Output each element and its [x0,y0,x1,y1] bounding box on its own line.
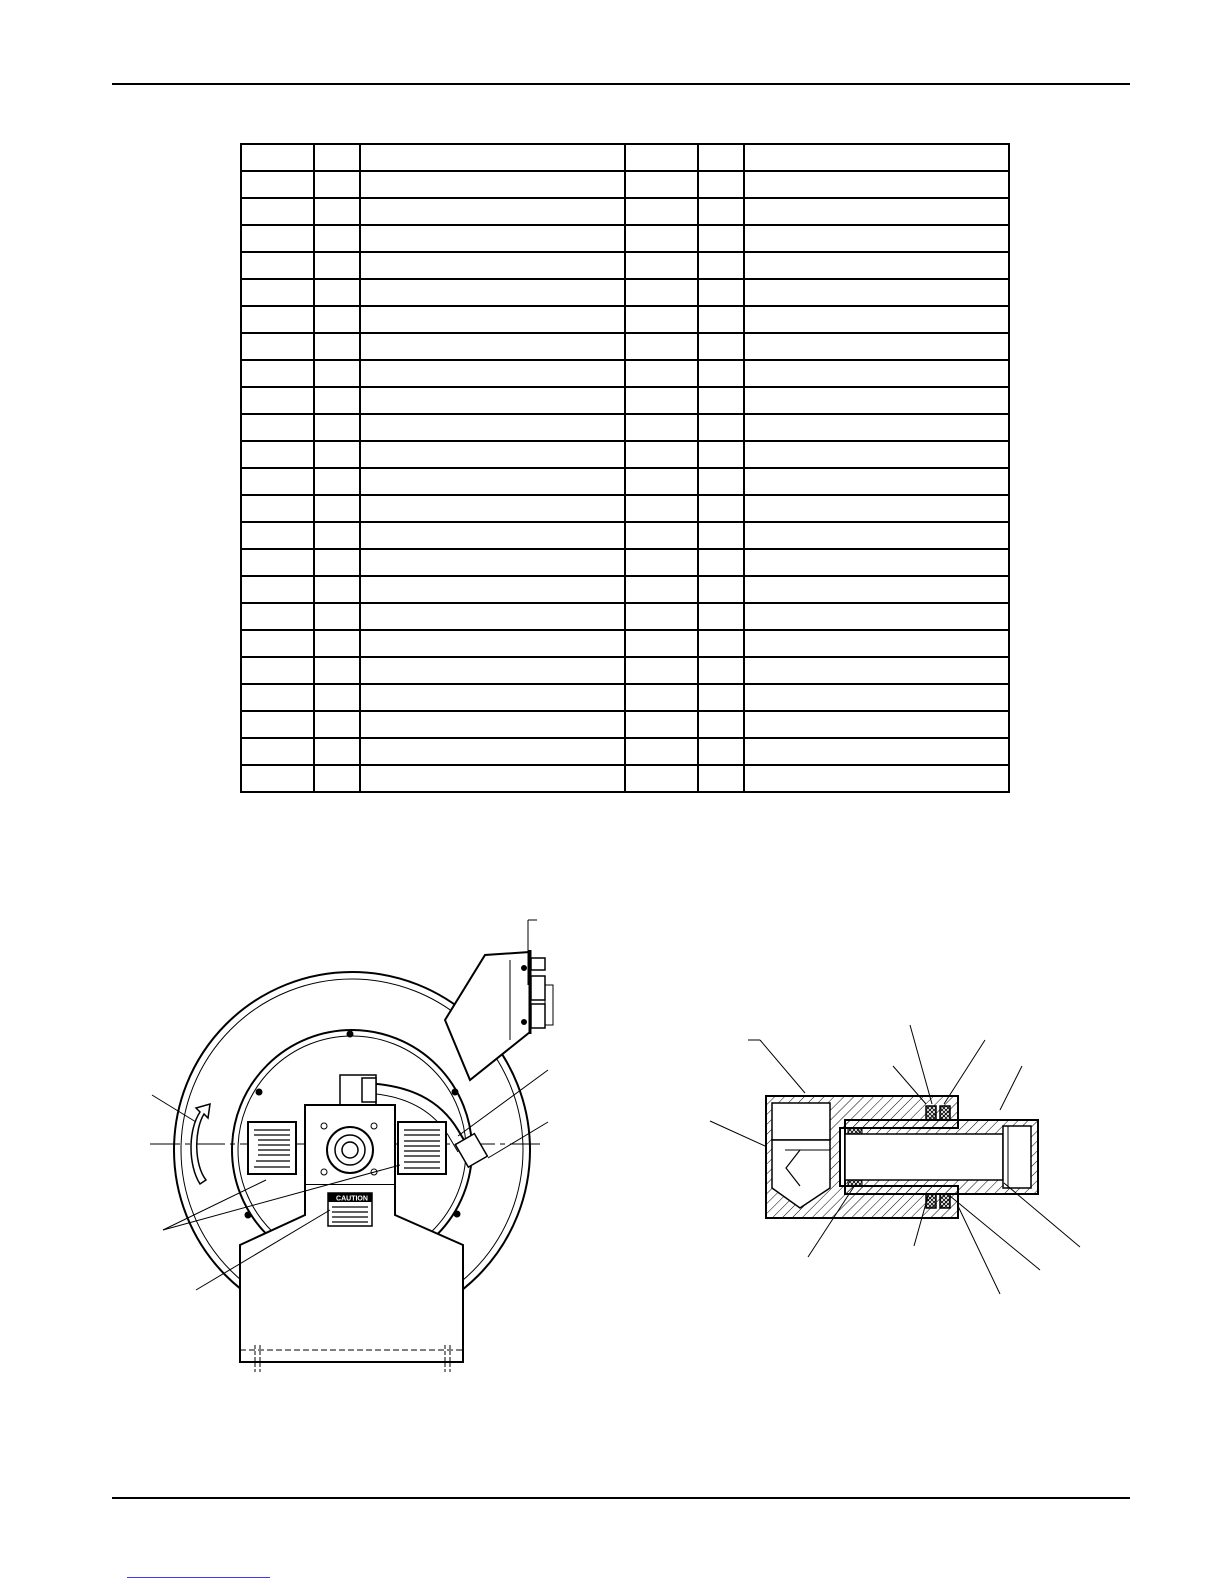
o-ring-upper [848,1128,862,1134]
footer-rule [112,1497,1130,1499]
plate-bolt [347,1031,353,1037]
plate-bolt [245,1212,251,1218]
plate-bolt [256,1089,262,1095]
seal-lower-2 [940,1194,950,1208]
hose-end-fitting [455,1134,487,1168]
swivel-cross-section [710,1025,1080,1294]
seal-upper-2 [940,1106,950,1120]
caution-label: CAUTION [336,1195,368,1203]
footer-link[interactable] [127,1577,270,1578]
reel-front-view [150,920,553,1372]
shaft-outlet [1003,1126,1031,1188]
swivel-bolt [522,1020,527,1025]
plate-bolt [454,1211,460,1217]
swivel-bolt [522,966,527,971]
swivel-nut [531,1004,545,1028]
hose-fitting-nut [362,1078,376,1102]
swivel-housing [445,952,530,1080]
swivel-nut [545,985,553,1025]
swivel-nut [531,958,545,970]
seal-upper-1 [926,1106,936,1120]
swivel-nut [531,976,545,1000]
plate-bolt [452,1089,458,1095]
shaft-bore [845,1134,1003,1180]
swivel-bore [772,1103,830,1140]
